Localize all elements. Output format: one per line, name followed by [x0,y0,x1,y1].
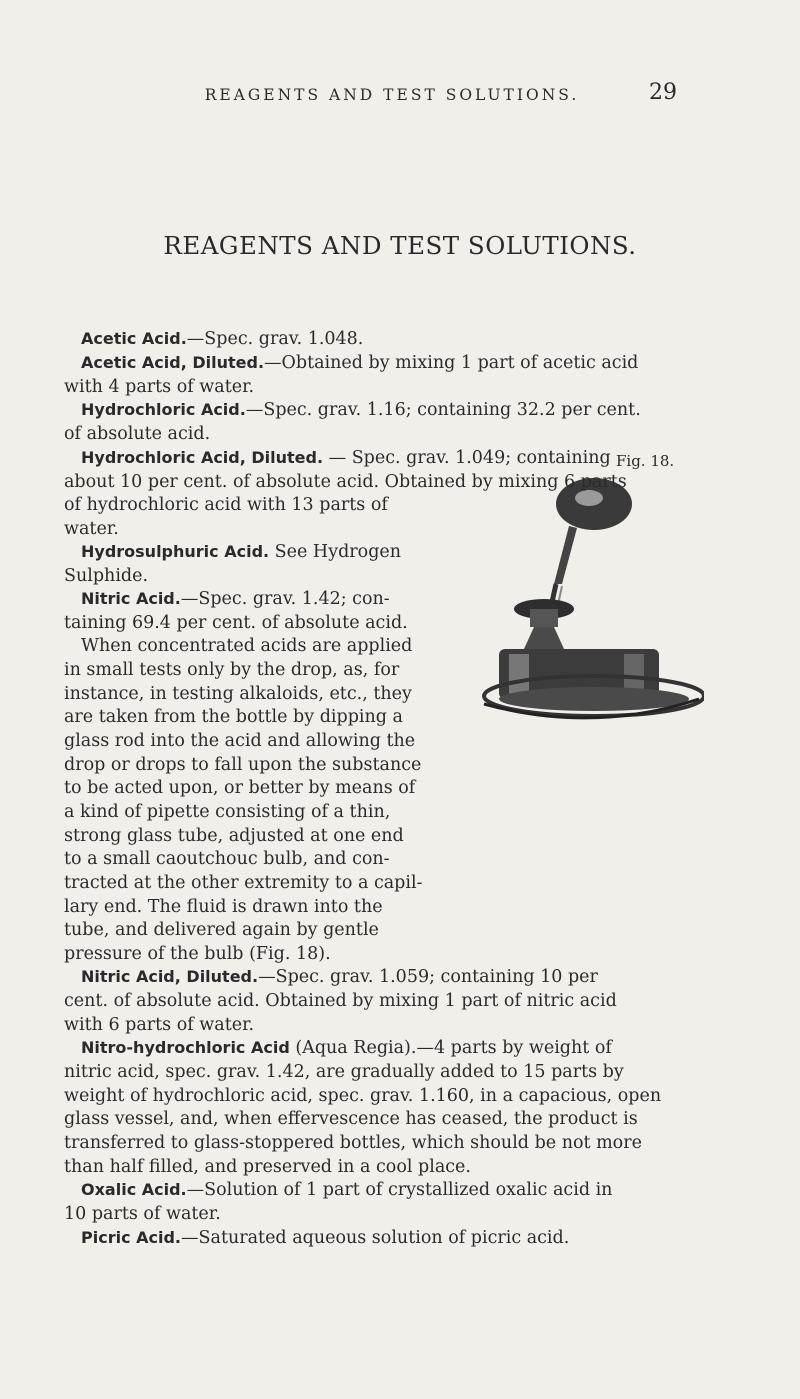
text-line [64,707,403,727]
line-text: to be acted upon, or better by means of [64,778,416,798]
line-text: See Hydrogen [269,542,402,562]
line-text: tube, and delivered again by gentle [64,920,379,940]
running-head: REAGENTS AND TEST SOLUTIONS. [204,86,580,104]
line-text: lary end. The fluid is drawn into the [64,897,383,917]
text-line [81,1228,569,1248]
line-text: tracted at the other extremity to a capil- [64,873,423,893]
line-text: are taken from the bottle by dipping a [64,707,403,727]
line-text: a kind of pipette consisting of a thin, [64,802,391,822]
line-text: than half filled, and preserved in a cool place. [64,1157,471,1177]
text-line [81,542,401,562]
text-line [64,897,383,917]
line-text: of absolute acid. [64,424,211,444]
reagent-name: Nitric Acid, Diluted. [81,967,259,986]
line-text: —Spec. grav. 1.42; con- [180,589,390,609]
reagent-name: Hydrochloric Acid. [81,400,246,419]
text-line [64,944,331,964]
line-text: weight of hydrochloric acid, spec. grav. 1.160, in a capacious, open [64,1086,662,1106]
figure-caption: Fig. 18. [616,452,675,470]
reagent-name: Picric Acid. [81,1228,182,1247]
text-line [64,1062,624,1082]
text-line [64,849,390,869]
line-text: glass rod into the acid and allowing the [64,731,416,751]
text-line [64,778,415,798]
text-line [81,967,598,987]
text-line [81,353,638,373]
line-text: cent. of absolute acid. Obtained by mixing 1 part of nitric acid [64,991,617,1011]
reagent-name: Nitro-hydrochloric Acid [81,1038,290,1057]
text-line [64,731,415,751]
text-line [81,448,611,468]
line-text: instance, in testing alkaloids, etc., they [64,684,412,704]
text-line [64,1157,471,1177]
reagent-name: Acetic Acid, Diluted. [81,353,265,372]
text-line [64,472,627,492]
reagent-name: Oxalic Acid. [81,1180,187,1199]
line-text: transferred to glass-stoppered bottles, which should be not more [64,1133,642,1153]
line-text: nitric acid, spec. grav. 1.42, are gradually added to 15 parts by [64,1062,624,1082]
text-line [64,755,421,775]
pipette-with-bulb-illustration [444,474,704,724]
line-text: —Spec. grav. 1.059; containing 10 per [258,967,598,987]
line-text: taining 69.4 per cent. of absolute acid. [64,613,408,633]
line-text: strong glass tube, adjusted at one end [64,826,404,846]
text-line [64,377,254,397]
text-line [64,873,423,893]
text-line [64,920,379,940]
reagent-name: Hydrochloric Acid, Diluted. [81,448,324,467]
text-line [64,1086,661,1106]
text-line [81,589,390,609]
text-line [64,1109,638,1129]
line-text: water. [64,519,119,539]
text-line [64,802,390,822]
text-line [81,636,412,656]
text-line [81,329,363,349]
text-line [64,1133,642,1153]
line-text: —Solution of 1 part of crystallized oxalic acid in [186,1180,613,1200]
line-text: with 6 parts of water. [64,1015,255,1035]
line-text: to a small caoutchouc bulb, and con- [64,849,390,869]
line-text: glass vessel, and, when effervescence has ceased, the product is [64,1109,638,1129]
line-text: —Obtained by mixing 1 part of acetic acid [264,353,639,373]
line-text: (Aqua Regia).—4 parts by weight of [289,1038,612,1058]
line-text: —Spec. grav. 1.048. [186,329,364,349]
line-text: of hydrochloric acid with 13 parts of [64,495,388,515]
text-line [64,566,148,586]
text-line [64,826,404,846]
text-line [64,991,617,1011]
page-number: 29 [649,80,677,105]
text-line [64,519,119,539]
text-line [81,400,641,420]
text-line [64,1015,254,1035]
line-text: 10 parts of water. [64,1204,221,1224]
text-line [64,495,388,515]
page-title: REAGENTS AND TEST SOLUTIONS. [163,231,637,260]
line-text: —Saturated aqueous solution of picric acid. [181,1228,570,1248]
line-text: about 10 per cent. of absolute acid. Obtained by mixing 6 parts [64,472,627,492]
reagent-name: Acetic Acid. [81,329,187,348]
text-line [64,684,412,704]
line-text: Sulphide. [64,566,149,586]
line-text: drop or drops to fall upon the substance [64,755,422,775]
text-line [81,1180,612,1200]
text-line [64,1204,221,1224]
reagent-name: Hydrosulphuric Acid. [81,542,270,561]
line-text: pressure of the bulb (Fig. 18). [64,944,331,964]
line-text: —Spec. grav. 1.16; containing 32.2 per cent. [245,400,641,420]
line-text: — Spec. grav. 1.049; containing [323,448,611,468]
text-line [64,424,210,444]
reagent-name: Nitric Acid. [81,589,181,608]
text-line [64,660,399,680]
line-text: When concentrated acids are applied [81,636,413,656]
text-line [81,1038,612,1058]
line-text: with 4 parts of water. [64,377,255,397]
line-text: in small tests only by the drop, as, for [64,660,400,680]
text-line [64,613,408,633]
